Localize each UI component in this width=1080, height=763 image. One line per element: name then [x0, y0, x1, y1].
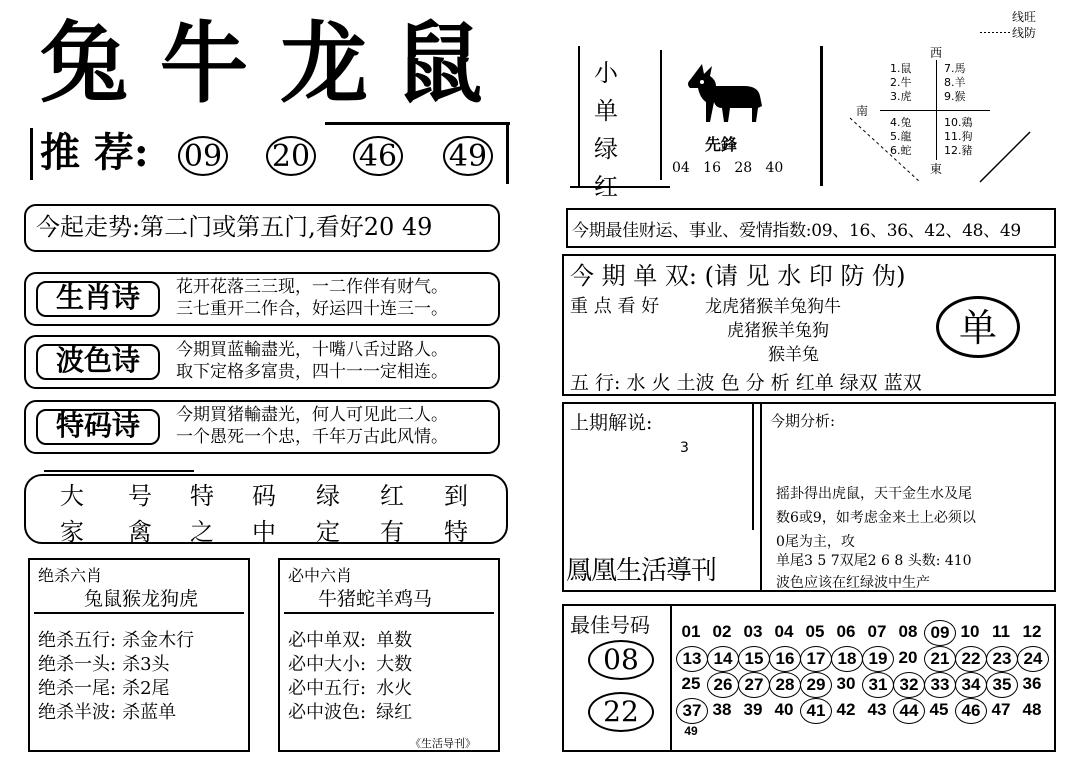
zodiac-right-col [944, 62, 973, 158]
recommend-right-bar [506, 122, 509, 184]
number-cell: 20 [898, 648, 918, 667]
banner-char: 特 [190, 482, 214, 510]
banner-row-1 [40, 474, 500, 508]
zodiac-dotted-line [980, 32, 1010, 33]
banner-char: 之 [190, 518, 214, 546]
number-row [676, 646, 1052, 672]
wuxing-line: 五 行: 水 火 土波 色 分 析 红单 绿双 蓝双 [570, 372, 922, 394]
kill-box-animals: 兔鼠猴龙狗虎 [84, 588, 199, 610]
banner-char: 家 [60, 518, 84, 546]
row-label: 绝杀一尾: [38, 678, 117, 699]
single-badge: 单 [936, 296, 1020, 358]
recommend-label: 推 荐: [40, 129, 149, 176]
number-cell: 44 [893, 698, 925, 724]
vanguard-left-bar [578, 46, 580, 186]
vanguard-side-text [594, 54, 618, 206]
number-cell: 42 [836, 700, 856, 719]
vanguard-side-char: 红 [594, 173, 618, 201]
number-grid [676, 620, 1052, 750]
banner-top-line [44, 470, 194, 472]
number-cell: 18 [831, 646, 863, 672]
number-cell: 35 [986, 672, 1018, 698]
row-value: 杀2尾 [122, 678, 170, 699]
zodiac-top-right-2: 线防 [1012, 26, 1037, 40]
title-char-1: 兔 [40, 12, 129, 115]
number-cell: 36 [1022, 674, 1042, 693]
number-cell: 01 [681, 622, 701, 641]
banner-char: 码 [252, 482, 276, 510]
hit-row-wuxing [288, 674, 412, 700]
number-cell: 43 [867, 700, 887, 719]
recommend-number: 09 [178, 136, 228, 176]
number-cell: 11 [992, 622, 1010, 641]
poem-line: 今期買猪輸盡光，何人可见此二人。 [176, 405, 448, 425]
number-cell: 05 [805, 622, 825, 641]
number-cell: 25 [681, 674, 701, 693]
number-cell: 21 [924, 646, 956, 672]
zodiac-item: 5.龍 [890, 130, 912, 143]
number-cell: 19 [862, 646, 894, 672]
number-cell: 34 [955, 672, 987, 698]
brand-text: 鳳凰生活導刊 [566, 556, 717, 586]
banner-char: 中 [252, 518, 276, 546]
recommend-number: 20 [266, 136, 316, 176]
number-row [676, 620, 1052, 646]
zodiac-item: 3.虎 [890, 90, 912, 103]
best-numbers-label: 最佳号码 [570, 613, 650, 637]
analysis-divider-2 [760, 404, 762, 590]
zodiac-item: 8.羊 [944, 76, 966, 89]
banner-row-2 [40, 510, 500, 544]
row-value: 单数 [376, 630, 413, 651]
poem-line: 一个愚死一个忠，千年万古此风情。 [176, 427, 448, 447]
banner-char: 有 [380, 518, 404, 546]
number-cell: 13 [676, 646, 708, 672]
poem-line: 花开花落三三现，一二作伴有财气。 [176, 277, 448, 297]
recommend-top-line [325, 122, 510, 125]
poem-line: 取下定格多富贵，四十一一定相连。 [176, 362, 448, 382]
number-cell: 15 [738, 646, 770, 672]
vanguard-bottom-line [570, 186, 670, 188]
analysis-text [776, 482, 976, 554]
kill-row-head [38, 650, 170, 676]
number-cell: 30 [836, 674, 856, 693]
zodiac-item: 10.鶏 [944, 116, 973, 129]
poem-label-tema: 特码诗 [36, 409, 160, 445]
banner-char: 红 [380, 482, 404, 510]
focus-line-3: 猴羊兔 [768, 345, 819, 365]
vanguard-mid-bar [660, 50, 662, 180]
zodiac-item: 6.蛇 [890, 144, 912, 157]
zodiac-item: 4.兔 [890, 116, 912, 129]
banner-char: 绿 [316, 482, 340, 510]
row-value: 大数 [376, 654, 413, 675]
analysis-line: 数6或9，如考虑金来土上必须以 [776, 510, 976, 526]
number-cell: 41 [800, 698, 832, 724]
number-cell: 16 [769, 646, 801, 672]
best-pick: 22 [588, 692, 654, 732]
poem-label-bose: 波色诗 [36, 344, 160, 380]
zodiac-item: 2.牛 [890, 76, 912, 89]
number-cell: 14 [707, 646, 739, 672]
number-cell: 09 [924, 620, 956, 646]
zodiac-top-right-1: 线旺 [1012, 10, 1037, 24]
title-char-2: 牛 [160, 12, 249, 115]
number-cell: 27 [738, 672, 770, 698]
row-label: 必中波色: [288, 702, 367, 723]
focus-label: 重 点 看 好 [570, 296, 660, 317]
row-value: 水火 [376, 678, 413, 699]
number-cell: 03 [743, 622, 763, 641]
number-cell: 29 [800, 672, 832, 698]
hit-box-divider [284, 612, 494, 614]
zodiac-item: 11.狗 [944, 130, 973, 143]
number-row [676, 672, 1052, 698]
title-char-3: 龙 [280, 12, 369, 115]
number-cell: 40 [774, 700, 794, 719]
poem-line: 三七重开二作合，好运四十连三一。 [176, 299, 448, 319]
number-cell: 10 [960, 622, 980, 641]
number-cell: 17 [800, 646, 832, 672]
tail-line: 单尾3 5 7双尾2 6 8 头数: 410 [776, 553, 972, 569]
zodiac-left-col [890, 62, 912, 158]
hit-box-footer: 《生活导刊》 [410, 737, 476, 750]
wave-line: 波色应该在红绿波中生产 [776, 575, 930, 591]
best-pick: 08 [588, 640, 654, 680]
number-cell: 32 [893, 672, 925, 698]
poem-label-shengxiao: 生肖诗 [36, 281, 160, 317]
number-cell: 48 [1022, 700, 1042, 719]
vanguard-numbers: 04 16 28 40 [672, 160, 784, 176]
poem-line: 今期買蓝輸盡光，十嘴八舌过路人。 [176, 340, 448, 360]
zodiac-item: 9.猴 [944, 90, 966, 103]
row-value: 杀蓝单 [122, 702, 177, 723]
row-value: 杀3头 [122, 654, 170, 675]
hit-row-wave [288, 698, 412, 724]
goat-icon [682, 62, 768, 128]
banner-char: 大 [60, 482, 84, 510]
vanguard-side-char: 绿 [594, 135, 618, 163]
number-cell: 07 [867, 622, 887, 641]
fortune-text: 今期最佳财运、事业、爱情指数:09、16、36、42、48、49 [572, 221, 1021, 241]
zodiac-diagonal-lines [840, 110, 1040, 190]
hit-box-title: 必中六肖 [288, 566, 353, 585]
number-cell: 24 [1017, 646, 1049, 672]
zodiac-item: 7.馬 [944, 62, 966, 75]
number-cell: 06 [836, 622, 856, 641]
banner-char: 到 [444, 482, 468, 510]
number-cell: 49 [684, 724, 698, 738]
banner-char: 定 [316, 518, 340, 546]
row-value: 绿红 [376, 702, 413, 723]
zodiac-east: 東 [930, 162, 943, 176]
poem-text-bose [176, 339, 448, 383]
hit-row-odd-even [288, 626, 412, 652]
vanguard-label: 先鋒 [705, 135, 738, 154]
number-cell: 22 [955, 646, 987, 672]
analysis-line: 摇卦得出虎鼠，天干金生水及尾 [776, 486, 972, 502]
number-cell: 04 [774, 622, 794, 641]
recommend-number: 46 [353, 136, 403, 176]
number-cell: 47 [991, 700, 1011, 719]
kill-row-wuxing [38, 626, 194, 652]
focus-line-1: 龙虎猪猴羊兔狗牛 [705, 297, 841, 317]
number-cell: 31 [862, 672, 894, 698]
vanguard-side-char: 单 [594, 97, 618, 125]
number-cell: 39 [743, 700, 763, 719]
trend-text: 今起走势:第二门或第五门,看好20 49 [36, 213, 433, 241]
recommend-left-bar [30, 128, 33, 180]
analysis-line: 0尾为主，攻 [776, 534, 855, 550]
zodiac-west: 西 [930, 46, 943, 60]
single-double-title: 今 期 单 双: (请 见 水 印 防 伪) [570, 262, 906, 290]
row-value: 杀金木行 [122, 630, 195, 651]
number-cell: 08 [898, 622, 918, 641]
recommend-number: 49 [443, 136, 493, 176]
number-cell: 37 [676, 698, 708, 724]
analysis-divider-1 [752, 404, 754, 530]
best-numbers-divider [670, 606, 672, 750]
row-label: 绝杀半波: [38, 702, 117, 723]
banner-char: 特 [444, 518, 468, 546]
number-cell: 46 [955, 698, 987, 724]
banner-char: 禽 [128, 518, 152, 546]
kill-row-wave [38, 698, 176, 724]
vanguard-side-char: 小 [594, 59, 618, 87]
zodiac-item: 1.鼠 [890, 62, 912, 75]
number-cell: 02 [712, 622, 732, 641]
row-label: 必中大小: [288, 654, 367, 675]
number-cell: 28 [769, 672, 801, 698]
last-period-value: 3 [680, 440, 689, 456]
poem-text-shengxiao [176, 276, 448, 320]
this-period-label: 今期分析: [770, 412, 836, 430]
zodiac-south: 南 [856, 104, 869, 118]
zodiac-item: 12.豬 [944, 144, 973, 157]
row-label: 必中单双: [288, 630, 367, 651]
row-label: 绝杀五行: [38, 630, 117, 651]
row-label: 必中五行: [288, 678, 367, 699]
number-cell: 33 [924, 672, 956, 698]
kill-row-tail [38, 674, 170, 700]
focus-line-2: 虎猪猴羊兔狗 [727, 321, 829, 341]
number-cell: 38 [712, 700, 732, 719]
banner-char: 号 [128, 482, 152, 510]
number-row [676, 698, 1052, 724]
row-label: 绝杀一头: [38, 654, 117, 675]
number-cell: 45 [929, 700, 949, 719]
kill-box-divider [34, 612, 244, 614]
number-cell: 23 [986, 646, 1018, 672]
hit-row-size [288, 650, 412, 676]
kill-box-title: 绝杀六肖 [38, 566, 103, 585]
number-cell: 12 [1022, 622, 1042, 641]
poem-text-tema [176, 404, 448, 448]
number-cell: 26 [707, 672, 739, 698]
title-char-4: 鼠 [395, 12, 484, 115]
vanguard-right-bar [820, 46, 823, 186]
last-period-label: 上期解说: [570, 412, 653, 434]
hit-box-animals: 牛猪蛇羊鸡马 [318, 588, 433, 610]
